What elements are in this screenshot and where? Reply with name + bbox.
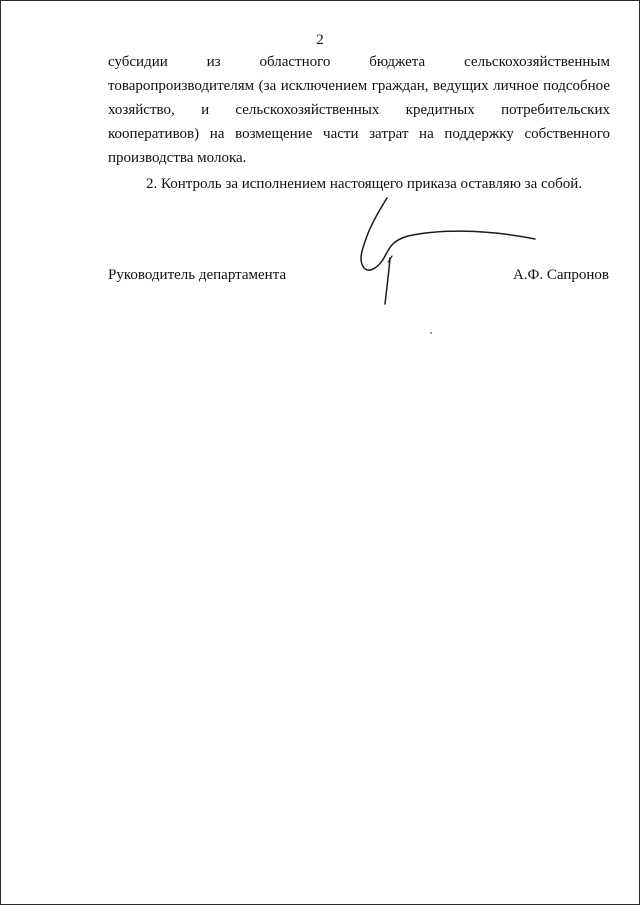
signatory-title: Руководитель департамента (108, 267, 287, 283)
paragraph-2: 2. Контроль за исполнением настоящего приказа оставляю за собой. (146, 176, 583, 192)
signature-loop-stroke (361, 198, 535, 270)
paragraph-1-line-5: производства молока. (108, 150, 247, 166)
paragraph-1-line-3: хозяйство, и сельскохозяйственных кредитных потребительских (108, 102, 610, 118)
paragraph-1-line-4: кооперативов) на возмещение части затрат на поддержку собственного (108, 126, 610, 142)
paragraph-1-line-1: субсидии из областного бюджета сельскохозяйственным (108, 54, 610, 70)
signatory-name: А.Ф. Сапронов (512, 267, 609, 283)
page-number: 2 (316, 32, 324, 48)
signature-vertical-stroke (385, 258, 390, 304)
scan-speck (430, 332, 432, 334)
paragraph-1-line-2: товаропроизводителям (за исключением граждан, ведущих личное подсобное (108, 78, 610, 94)
document-body (108, 50, 610, 196)
handwritten-signature (350, 196, 545, 308)
